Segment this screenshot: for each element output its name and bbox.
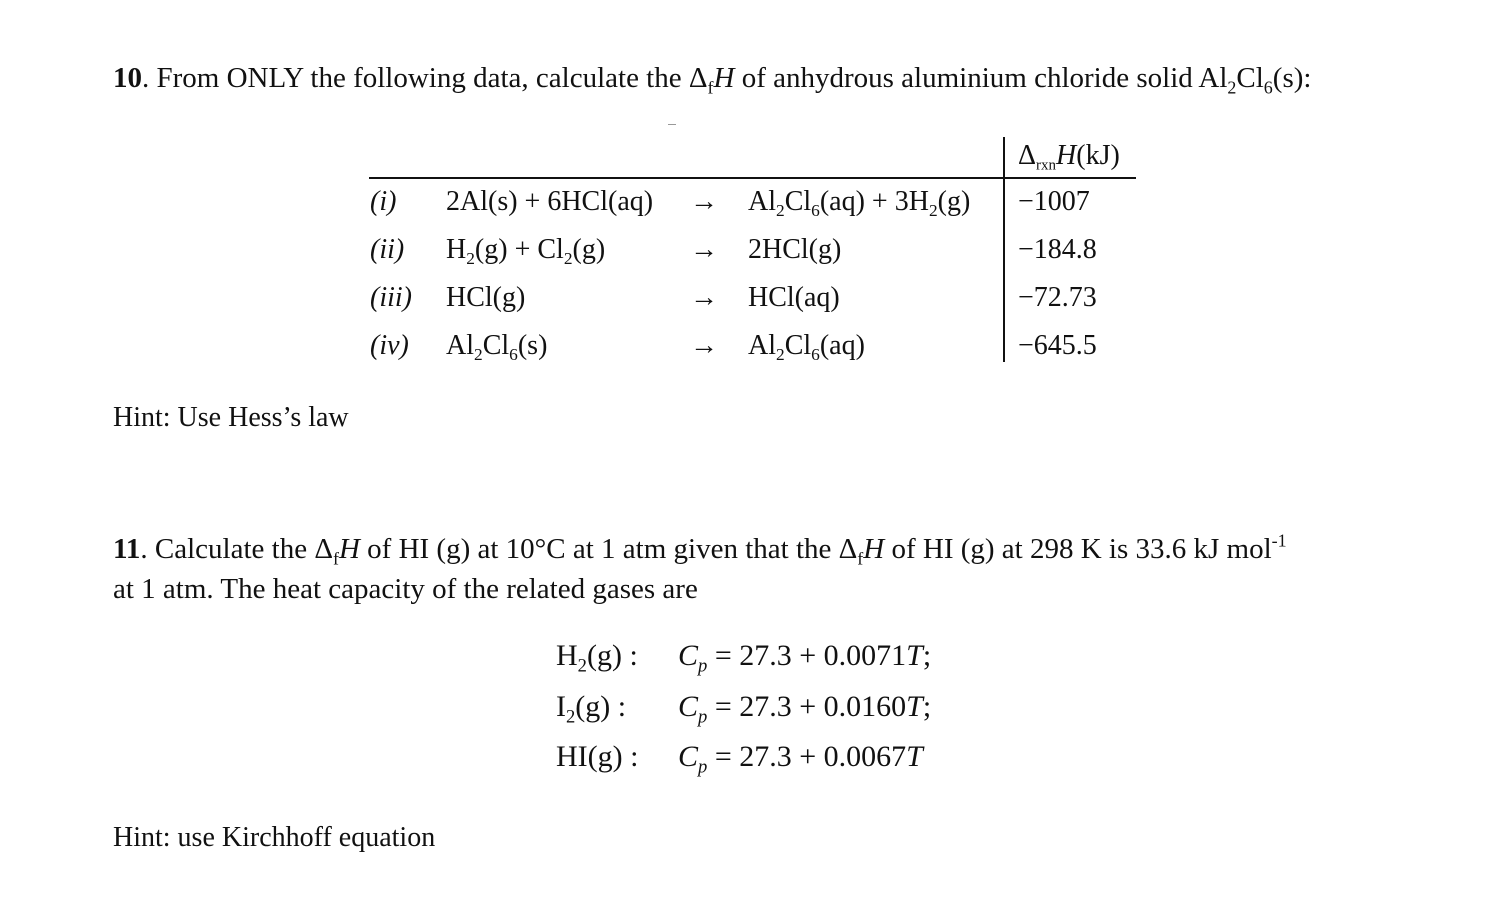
arrow-icon: → [690, 330, 718, 361]
arrow-icon: → [690, 282, 718, 313]
row-lhs: HCl(g) [446, 282, 526, 313]
row-rhs: HCl(aq) [748, 282, 840, 313]
row-lhs: 2Al(s) + 6HCl(aq) [446, 186, 654, 217]
equation-species: HI(g) : [556, 740, 639, 773]
row-value: −184.8 [1018, 234, 1097, 265]
hint-hess: Hint: Use Hess’s law [113, 402, 349, 433]
row-rhs: $Al_2Cl_6(aq)$ [748, 330, 865, 365]
table-top-rule [369, 177, 1136, 179]
row-value: −645.5 [1018, 330, 1097, 361]
arrow-icon: → [690, 234, 718, 265]
hint-kirchhoff: Hint: use Kirchhoff equation [113, 822, 436, 853]
question-number: 10 [113, 62, 142, 94]
table-divider [1003, 137, 1005, 362]
row-lhs: $H_2(g) + Cl_2(g)$ [446, 234, 606, 269]
equation-species: $I_2(g)$ : [556, 690, 627, 728]
row-label: (iv) [370, 330, 409, 361]
question-10-text: 10. From ONLY the following data, calculate the $\Delta_fH$ of anhydrous aluminium chloride solid $Al_2Cl_6(s)$: [113, 62, 1312, 98]
row-value: −1007 [1018, 186, 1090, 217]
row-label: (i) [370, 186, 397, 217]
equation-species: $H_2(g)$ : [556, 639, 638, 677]
row-lhs: $Al_2Cl_6(s)$ [446, 330, 548, 365]
row-rhs: 2HCl(g) [748, 234, 842, 265]
stray-mark [668, 124, 676, 125]
equation-formula: $C_p = 27.3 + 0.0067T$ [678, 740, 923, 778]
question-number: 11 [113, 533, 141, 565]
table-header: $\Delta_{rxn}H(kJ)$ [1018, 140, 1120, 174]
equation-formula: $C_p = 27.3 + 0.0160T$; [678, 690, 932, 728]
row-rhs: $Al_2Cl_6(aq) + 3H_2(g)$ [748, 186, 971, 221]
row-label: (iii) [370, 282, 412, 313]
question-11-line-1: 11. Calculate the $\Delta_fH$ of HI (g) at 10°C at 1 atm given that the $\Delta_fH$ of HI (g) at 298 K is 33.6 kJ mol$^{-1}$ [113, 530, 1287, 569]
equation-formula: $C_p = 27.3 + 0.0071T$; [678, 639, 932, 677]
arrow-icon: → [690, 186, 718, 217]
row-value: −72.73 [1018, 282, 1097, 313]
question-11-line-2: at 1 atm. The heat capacity of the related gases are [113, 573, 698, 605]
row-label: (ii) [370, 234, 405, 265]
